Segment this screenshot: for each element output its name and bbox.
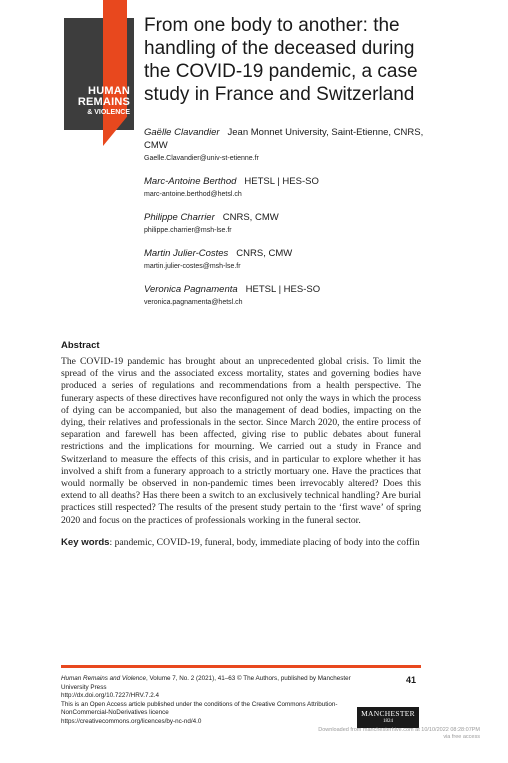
author-name: Martin Julier-Costes [144,248,229,259]
author-affiliation: CNRS, CMW [222,212,279,223]
author-affiliation: HETSL | HES-SO [245,284,321,295]
author-affiliation: HETSL | HES-SO [244,176,319,187]
author-affiliation: Jean Monnet University, Saint-Etienne, CNRS, CMW [144,127,424,151]
author-email[interactable]: martin.julier-costes@msh-lse.fr [144,263,241,270]
watermark-line-1: Downloaded from manchesterhive.com at 10/10/2022 08:28:07PM [318,727,480,733]
keywords [61,537,421,549]
journal-logo-text [68,86,130,117]
footer-rule [61,665,421,668]
footer-citation [61,675,351,727]
footer-journal: Human Remains and Violence [61,675,146,682]
footer-citation-text: , Volume 7, No. 2 (2021), 41–63 © The Authors, published by Manchester University Press [61,675,351,691]
article-title: From one body to another: the handling of the deceased during the COVID-19 pandemic, a case study in France and Switzerland [144,15,418,105]
author-entry [144,175,444,200]
logo-line-1: HUMAN [88,85,130,97]
author-email[interactable]: Gaelle.Clavandier@univ-st-etienne.fr [144,155,259,162]
footer-doi[interactable]: http://dx.doi.org/10.7227/HRV.7.2.4 [61,692,160,700]
author-name: Gaëlle Clavandier [144,127,220,138]
abstract-heading: Abstract [61,340,100,351]
logo-line-3: & VIOLENCE [87,109,130,116]
watermark-line-2: via free access [443,734,480,740]
abstract-section [61,340,421,549]
author-name: Marc-Antoine Berthod [144,176,237,187]
author-email[interactable]: philippe.charrier@msh-lse.fr [144,227,232,234]
abstract-body: The COVID-19 pandemic has brought about an unprecedented global crisis. To limit the spread of the virus and the associated excess mortality, states and governing bodies have produced a series of regulations and recommendations from a health perspective. The funerary aspects of these directives have reconfigured not only the ways in which the process of dying can be accompanied, but also the management of dead bodies, impacting on the dying, their relatives and professionals in the sector. Since March 2020, the entire process of separation and farewell has been affected, giving rise to public debates about funeral restrictions and the implications for mourning. We carried out a study in France and Switzerland to measure the effects of this crisis, and in particular to explore whether it has involved a shift from a funerary approach to a strictly mortuary one. Have the practices that would normally be observed in non-pandemic times been irrevocably altered? Does this extend to all deaths? Has there been a switch to an exclusively technical handling? Are burial practices still respected? The results of the present study pertain to the ‘first wave’ of spring 2020 and focus on the practices of professionals working in the funeral sector. [61,356,421,526]
page-number: 41 [406,675,417,685]
author-entry [144,247,444,272]
publisher-logo [357,707,419,728]
footer-license: This is an Open Access article published under the conditions of the Creative Commons Attribution-NonCommercial-NoDerivatives licence [61,700,338,717]
author-email[interactable]: marc-antoine.berthod@hetsl.ch [144,191,242,198]
author-name: Veronica Pagnamenta [144,284,238,295]
author-list [144,126,444,319]
footer-license-url[interactable]: https://creativecommons.org/licences/by-nc-nd/4.0 [61,717,202,725]
keywords-text: : pandemic, COVID-19, funeral, body, immediate placing of body into the coffin [109,536,420,548]
publisher-logo-line-2: 1824 [383,719,393,724]
keywords-label: Key words [61,536,110,548]
author-affiliation: CNRS, CMW [236,248,293,259]
download-watermark [282,727,480,741]
publisher-logo-line-1: MANCHESTER [361,709,415,718]
author-entry [144,126,444,164]
author-entry [144,283,444,308]
author-name: Philippe Charrier [144,212,215,223]
author-email[interactable]: veronica.pagnamenta@hetsl.ch [144,299,243,306]
logo-line-2: REMAINS [77,96,130,108]
author-entry [144,211,444,236]
